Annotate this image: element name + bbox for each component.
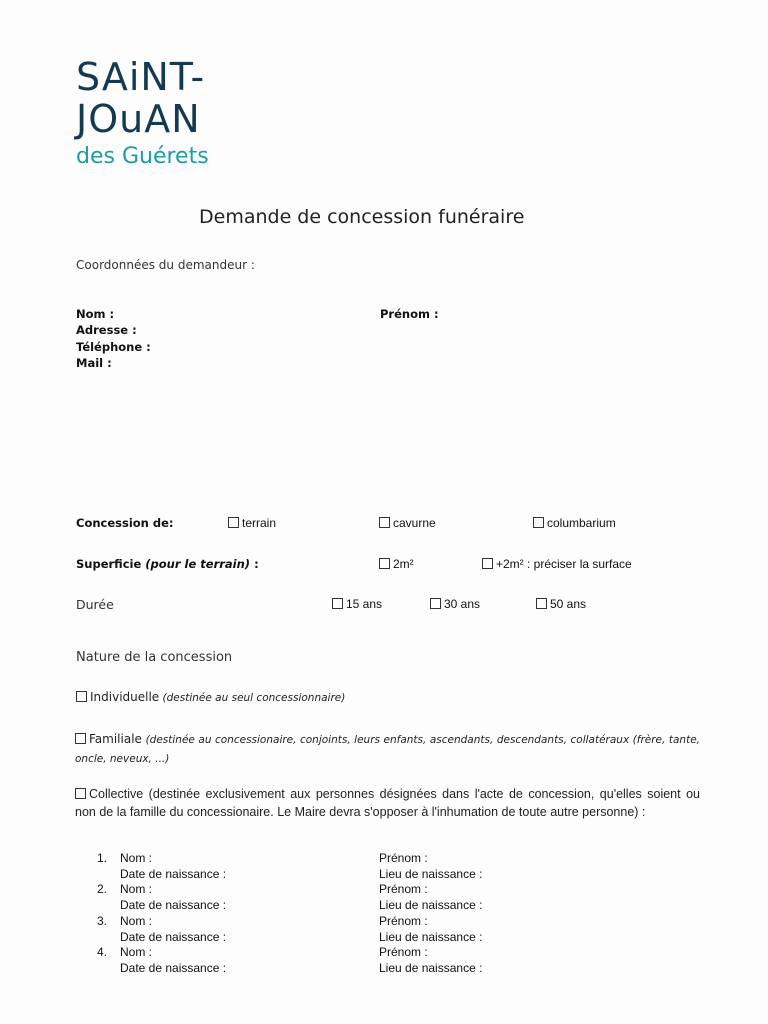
person-date-label: Date de naissance : <box>120 867 227 881</box>
concession-cavurne-checkbox[interactable]: cavurne <box>379 516 436 530</box>
person-nom-label: Nom : <box>120 914 153 928</box>
concession-terrain-checkbox[interactable]: terrain <box>228 516 276 530</box>
person-lieu-label: Lieu de naissance : <box>379 961 483 975</box>
mail-label: Mail : <box>76 356 112 370</box>
person-nom-label: Nom : <box>120 945 153 959</box>
logo-line-1: SAiNT- <box>76 55 206 99</box>
superficie-2m2-checkbox[interactable]: 2m² <box>379 557 414 571</box>
superficie-plus-2m2-checkbox[interactable]: +2m² : préciser la surface <box>482 557 632 571</box>
checkbox-icon <box>379 558 390 569</box>
person-number: 4. <box>97 945 108 959</box>
individuelle-note: (destinée au seul concessionnaire) <box>162 692 346 704</box>
checkbox-icon <box>430 598 441 609</box>
duree-15-checkbox[interactable]: 15 ans <box>332 597 382 611</box>
person-date-label: Date de naissance : <box>120 898 227 912</box>
superficie-note: (pour le terrain) <box>145 557 251 571</box>
checkbox-icon <box>228 517 239 528</box>
checkbox-icon <box>536 598 547 609</box>
logo-line-3: des Guérets <box>76 144 209 169</box>
telephone-label: Téléphone : <box>76 340 151 354</box>
duree-50-checkbox[interactable]: 50 ans <box>536 597 586 611</box>
checkbox-icon <box>482 558 493 569</box>
collective-note: (destinée exclusivement aux personnes désignées dans l'acte de concession, qu'elles soient ou non de la famille du concessionaire. Le Maire devra s'opposer à l'inhumation de toute autre personne) : <box>75 787 700 819</box>
concession-columbarium-checkbox[interactable]: columbarium <box>533 516 616 530</box>
checkbox-icon <box>75 733 86 744</box>
collective-label: Collective <box>89 787 144 801</box>
person-prenom-label: Prénom : <box>379 851 428 865</box>
person-lieu-label: Lieu de naissance : <box>379 867 483 881</box>
person-date-label: Date de naissance : <box>120 930 227 944</box>
familiale-option[interactable] <box>75 730 700 768</box>
checkbox-icon <box>332 598 343 609</box>
person-nom-label: Nom : <box>120 882 153 896</box>
familiale-note: (destinée au concessionaire, conjoints, leurs enfants, ascendants, descendants, collatéraux (frère, tante, oncle, neveux, ...) <box>75 734 700 765</box>
person-lieu-label: Lieu de naissance : <box>379 930 483 944</box>
adresse-label: Adresse : <box>76 323 137 337</box>
collective-option[interactable] <box>75 785 700 821</box>
checkbox-icon <box>533 517 544 528</box>
person-prenom-label: Prénom : <box>379 882 428 896</box>
person-number: 1. <box>97 851 108 865</box>
individuelle-checkbox[interactable]: Individuelle (destinée au seul concessionnaire) <box>76 690 345 704</box>
person-number: 2. <box>97 882 108 896</box>
applicant-section-title: Coordonnées du demandeur : <box>76 258 255 272</box>
checkbox-icon <box>379 517 390 528</box>
person-lieu-label: Lieu de naissance : <box>379 898 483 912</box>
checkbox-icon <box>75 788 86 799</box>
person-nom-label: Nom : <box>120 851 153 865</box>
duree-label: Durée <box>76 597 114 612</box>
person-number: 3. <box>97 914 108 928</box>
concession-type-label: Concession de: <box>76 516 174 530</box>
logo-line-2: JOuAN <box>76 97 201 141</box>
prenom-label: Prénom : <box>380 307 439 321</box>
familiale-label: Familiale <box>89 732 142 746</box>
nature-section-title: Nature de la concession <box>76 650 233 665</box>
person-prenom-label: Prénom : <box>379 945 428 959</box>
page-title: Demande de concession funéraire <box>199 206 525 228</box>
checkbox-icon <box>76 691 87 702</box>
nom-label: Nom : <box>76 307 115 321</box>
superficie-label: Superficie (pour le terrain) : <box>76 557 259 571</box>
duree-30-checkbox[interactable]: 30 ans <box>430 597 480 611</box>
person-prenom-label: Prénom : <box>379 914 428 928</box>
person-date-label: Date de naissance : <box>120 961 227 975</box>
